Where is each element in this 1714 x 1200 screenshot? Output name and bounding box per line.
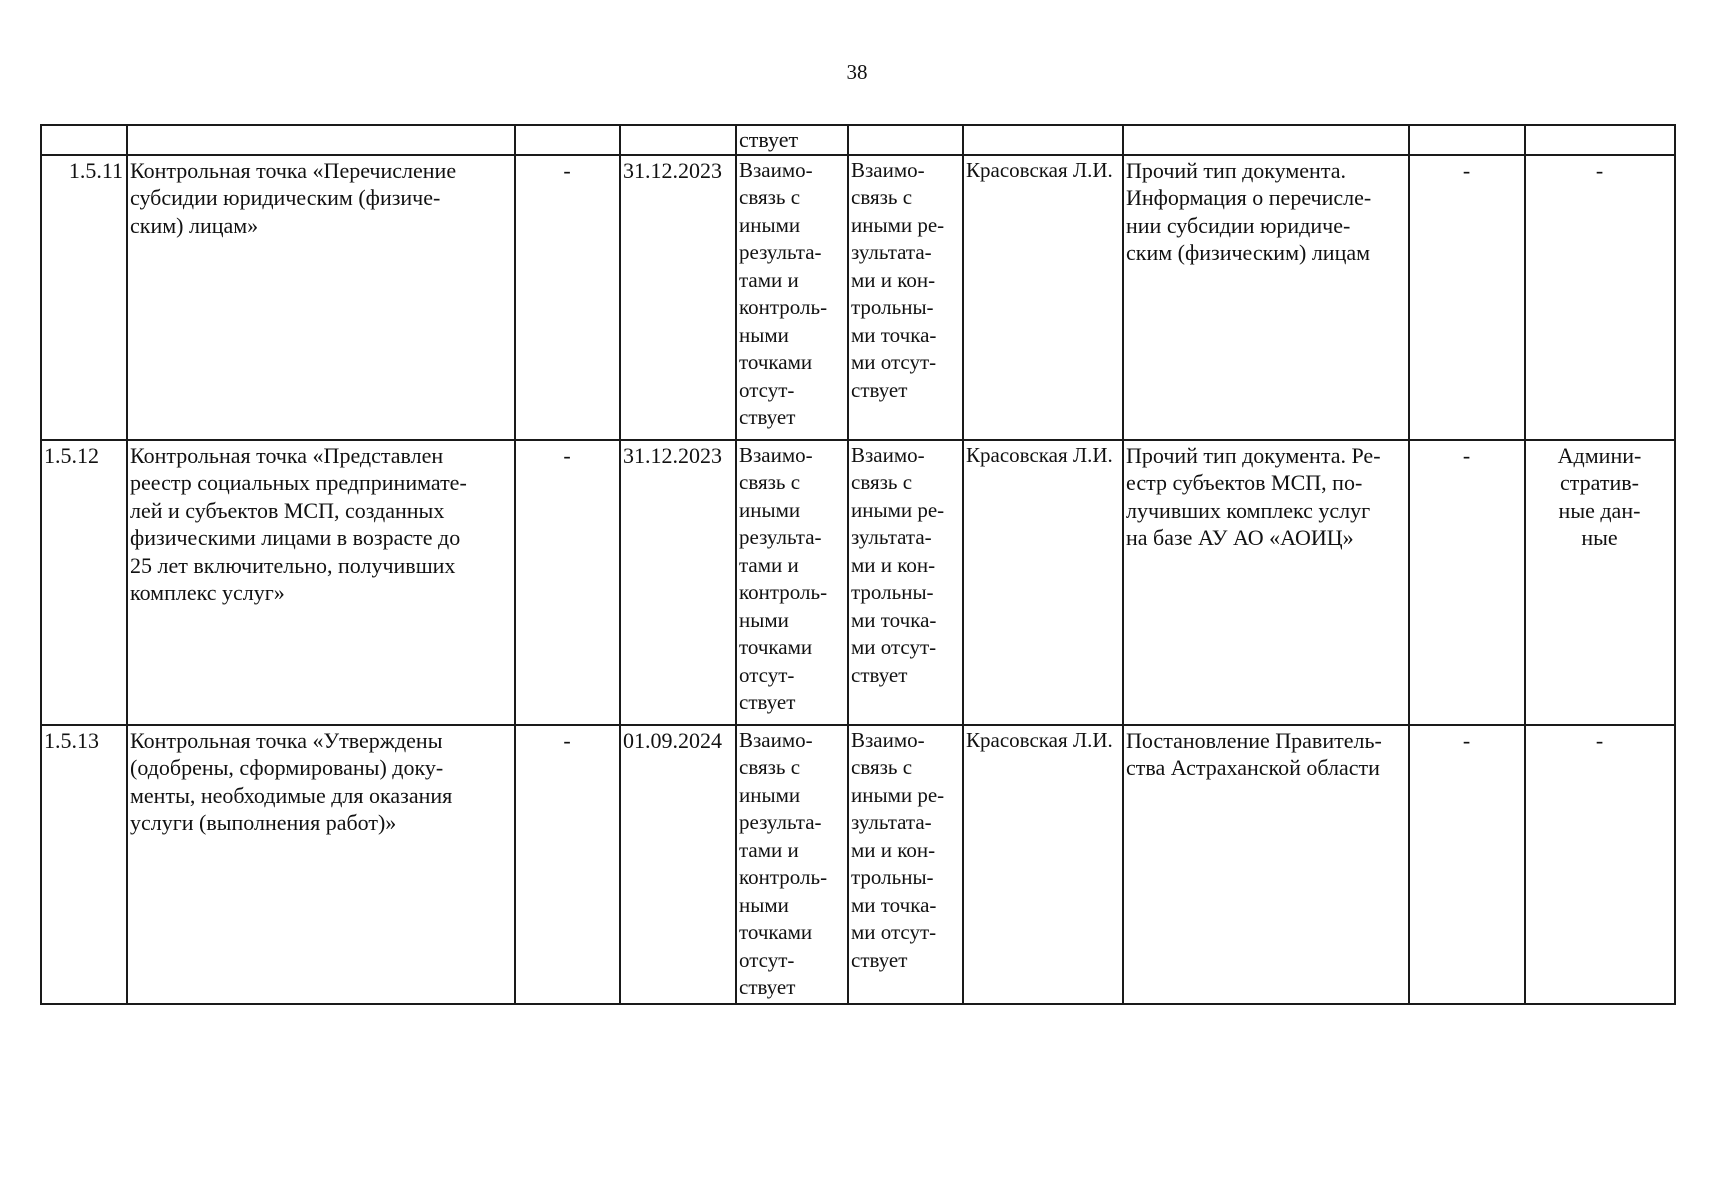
document-type: Прочий тип документа. Ре- естр субъектов МСП, по- лучивших комплекс услуг на базе АУ АО «АОИЦ» — [1123, 440, 1409, 725]
due-date: 31.12.2023 — [620, 440, 736, 725]
responsible-person: Красовская Л.И. — [963, 725, 1123, 1004]
table-row — [41, 725, 1675, 1004]
cell-empty — [1409, 125, 1525, 155]
cell-empty — [1525, 125, 1675, 155]
column-9-value: - — [1409, 440, 1525, 725]
cell-empty — [41, 125, 127, 155]
document-type: Прочий тип документа. Информация о перечисле- нии субсидии юридиче- ским (физическим) лицам — [1123, 155, 1409, 440]
due-date: 01.09.2024 — [620, 725, 736, 1004]
due-date: 31.12.2023 — [620, 155, 736, 440]
control-points-table — [40, 124, 1676, 1005]
column-10-value: - — [1525, 155, 1675, 440]
relation-previous: Взаимо- связь с иными результа- тами и контроль- ными точками отсут- ствует — [736, 725, 848, 1004]
relation-next: Взаимо- связь с иными ре- зультата- ми и кон- трольны- ми точка- ми отсут- ствует — [848, 725, 963, 1004]
responsible-person: Красовская Л.И. — [963, 155, 1123, 440]
column-9-value: - — [1409, 155, 1525, 440]
cell-continuation-text: ствует — [736, 125, 848, 155]
row-number: 1.5.12 — [41, 440, 127, 725]
base-value: - — [515, 440, 620, 725]
continuation-row — [41, 125, 1675, 155]
control-point-name: Контрольная точка «Представлен реестр социальных предпринимате- лей и субъектов МСП, созданных физическими лицами в возрасте до 25 лет включительно, получивших комплекс услуг» — [127, 440, 515, 725]
row-number: 1.5.13 — [41, 725, 127, 1004]
row-number: 1.5.11 — [41, 155, 127, 440]
relation-next: Взаимо- связь с иными ре- зультата- ми и кон- трольны- ми точка- ми отсут- ствует — [848, 155, 963, 440]
document-type: Постановление Правитель- ства Астраханской области — [1123, 725, 1409, 1004]
cell-empty — [1123, 125, 1409, 155]
cell-empty — [848, 125, 963, 155]
table-row — [41, 155, 1675, 440]
cell-empty — [963, 125, 1123, 155]
base-value: - — [515, 155, 620, 440]
control-point-name: Контрольная точка «Перечисление субсидии юридическим (физиче- ским) лицам» — [127, 155, 515, 440]
page-number: 38 — [846, 60, 868, 84]
responsible-person: Красовская Л.И. — [963, 440, 1123, 725]
cell-empty — [620, 125, 736, 155]
table-row — [41, 440, 1675, 725]
cell-empty — [127, 125, 515, 155]
column-10-value: Админи- стратив- ные дан- ные — [1525, 440, 1675, 725]
column-10-value: - — [1525, 725, 1675, 1004]
column-9-value: - — [1409, 725, 1525, 1004]
relation-previous: Взаимо- связь с иными результа- тами и контроль- ными точками отсут- ствует — [736, 155, 848, 440]
relation-previous: Взаимо- связь с иными результа- тами и контроль- ными точками отсут- ствует — [736, 440, 848, 725]
control-point-name: Контрольная точка «Утверждены (одобрены, сформированы) доку- менты, необходимые для оказания услуги (выполнения работ)» — [127, 725, 515, 1004]
relation-next: Взаимо- связь с иными ре- зультата- ми и кон- трольны- ми точка- ми отсут- ствует — [848, 440, 963, 725]
cell-empty — [515, 125, 620, 155]
base-value: - — [515, 725, 620, 1004]
